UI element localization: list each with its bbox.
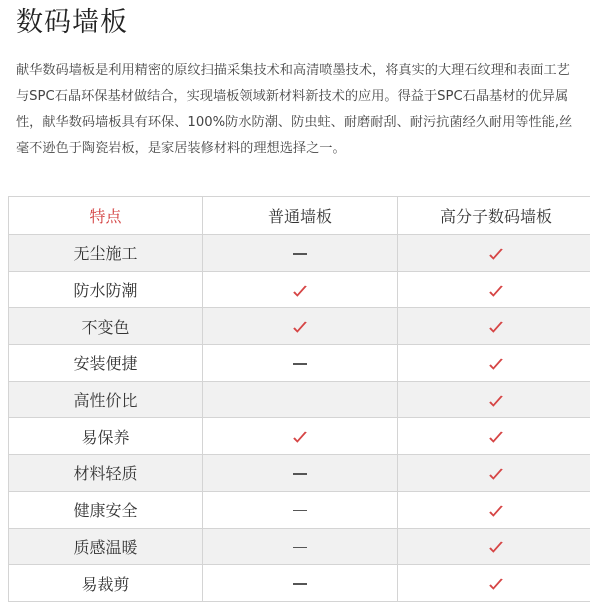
feature-cell: 健康安全 [9, 491, 203, 528]
feature-cell: 质感温暖 [9, 528, 203, 565]
regular-panel-cell [203, 381, 398, 418]
regular-panel-cell [203, 271, 398, 308]
digital-panel-cell [398, 235, 590, 272]
table-row [9, 381, 590, 418]
dash-icon [293, 547, 307, 549]
dash-icon [293, 253, 307, 255]
regular-panel-cell [203, 565, 398, 602]
regular-panel-cell [203, 308, 398, 345]
table-row [9, 308, 590, 345]
page-description: 献华数码墙板是利用精密的原纹扫描采集技术和高清喷墨技术，将真实的大理石纹理和表面工艺与SPC石晶环保基材做结合，实现墙板领域新材料新技术的应用。得益于SPC石晶基材的优异属性，献华数码墙板具有环保、100%防水防潮、防虫蛀、耐磨耐刮、耐污抗菌经久耐用等性能,丝毫不逊色于陶瓷岩板，是家居装修材料的理想选择之一。 [16, 63, 573, 156]
feature-cell: 材料轻质 [9, 455, 203, 492]
comparison-table [8, 196, 590, 602]
table-row [9, 418, 590, 455]
table-row [9, 491, 590, 528]
check-icon [488, 320, 504, 334]
regular-panel-cell [203, 235, 398, 272]
check-icon [488, 394, 504, 408]
check-icon [292, 430, 308, 444]
table-row [9, 528, 590, 565]
digital-panel-cell [398, 455, 590, 492]
table-row [9, 565, 590, 602]
dash-icon [293, 473, 307, 475]
page-title: 数码墙板 [16, 7, 128, 38]
dash-icon [293, 583, 307, 585]
digital-panel-cell [398, 418, 590, 455]
regular-panel-cell [203, 418, 398, 455]
check-icon [488, 467, 504, 481]
regular-panel-cell [203, 345, 398, 382]
digital-panel-cell [398, 565, 590, 602]
column-header-digital: 高分子数码墙板 [398, 197, 590, 235]
check-icon [488, 540, 504, 554]
regular-panel-cell [203, 528, 398, 565]
check-icon [292, 320, 308, 334]
column-header-regular: 普通墙板 [203, 197, 398, 235]
digital-panel-cell [398, 345, 590, 382]
table-row [9, 271, 590, 308]
digital-panel-cell [398, 528, 590, 565]
regular-panel-cell [203, 455, 398, 492]
table-row [9, 235, 590, 272]
feature-cell: 高性价比 [9, 381, 203, 418]
digital-panel-cell [398, 491, 590, 528]
check-icon [488, 577, 504, 591]
check-icon [488, 357, 504, 371]
regular-panel-cell [203, 491, 398, 528]
column-header-feature: 特点 [9, 197, 203, 235]
check-icon [488, 284, 504, 298]
digital-panel-cell [398, 381, 590, 418]
digital-panel-cell [398, 308, 590, 345]
feature-cell: 易保养 [9, 418, 203, 455]
table-row [9, 455, 590, 492]
feature-cell: 易裁剪 [9, 565, 203, 602]
table-row [9, 345, 590, 382]
feature-cell: 无尘施工 [9, 235, 203, 272]
table-header-row [9, 197, 590, 235]
dash-icon [293, 363, 307, 365]
check-icon [292, 284, 308, 298]
feature-cell: 不变色 [9, 308, 203, 345]
check-icon [488, 504, 504, 518]
check-icon [488, 247, 504, 261]
feature-cell: 安装便捷 [9, 345, 203, 382]
check-icon [488, 430, 504, 444]
digital-panel-cell [398, 271, 590, 308]
feature-cell: 防水防潮 [9, 271, 203, 308]
dash-icon [293, 510, 307, 512]
